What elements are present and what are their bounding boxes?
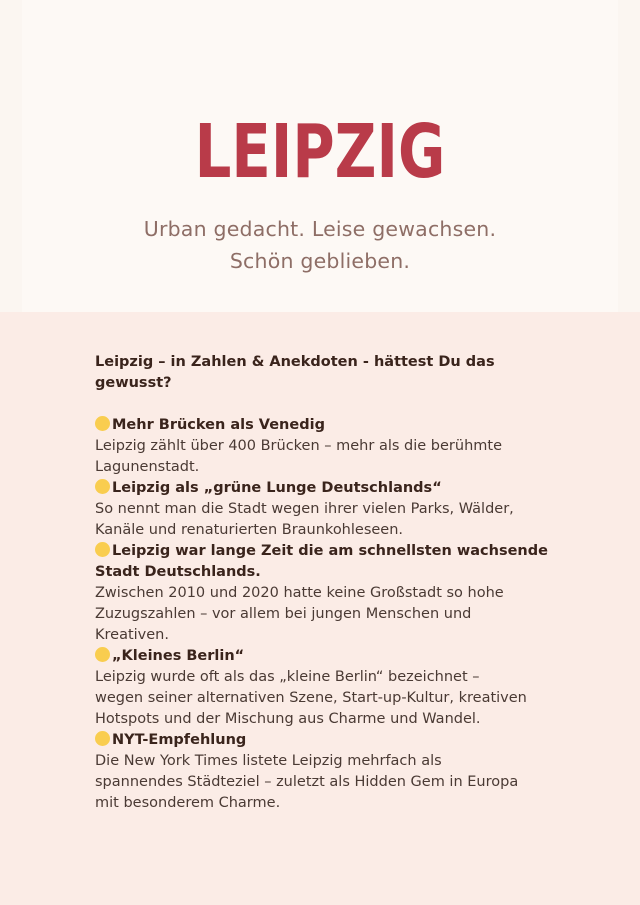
fact-text-line: wegen seiner alternativen Szene, Start-up-Kultur, kreativen	[95, 690, 527, 706]
fact-text-line: Leipzig zählt über 400 Brücken – mehr als die berühmte	[95, 438, 502, 454]
page-title: LEIPZIG	[194, 109, 446, 195]
fact-item	[95, 478, 555, 541]
yellow-dot-icon	[95, 479, 110, 494]
fact-heading	[95, 646, 555, 667]
fact-heading-line: Leipzig als „grüne Lunge Deutschlands“	[112, 480, 442, 496]
fact-text-line: Hotspots und der Mischung aus Charme und Wandel.	[95, 711, 481, 727]
fact-text	[95, 436, 555, 478]
yellow-dot-icon	[95, 731, 110, 746]
fact-item	[95, 541, 555, 646]
fact-text-line: Lagunenstadt.	[95, 459, 200, 475]
fact-item	[95, 730, 555, 814]
facts-content	[95, 352, 555, 814]
fact-heading	[95, 478, 555, 499]
fact-heading	[95, 730, 555, 751]
fact-text-line: Kreativen.	[95, 627, 169, 643]
fact-text-line: Zuzugszahlen – vor allem bei jungen Menschen und	[95, 606, 472, 622]
fact-heading	[95, 541, 555, 583]
fact-heading-line: Stadt Deutschlands.	[95, 564, 261, 580]
intro-heading	[95, 352, 555, 394]
fact-text-line: spannendes Städteziel – zuletzt als Hidden Gem in Europa	[95, 774, 519, 790]
yellow-dot-icon	[95, 647, 110, 662]
fact-text	[95, 583, 555, 646]
fact-text	[95, 751, 555, 814]
fact-text-line: mit besonderem Charme.	[95, 795, 281, 811]
fact-item	[95, 646, 555, 730]
fact-text	[95, 667, 555, 730]
fact-heading	[95, 415, 555, 436]
fact-heading-line: Mehr Brücken als Venedig	[112, 417, 325, 433]
fact-text-line: So nennt man die Stadt wegen ihrer vielen Parks, Wälder,	[95, 501, 514, 517]
intro-line: Leipzig – in Zahlen & Anekdoten - hättest Du das	[95, 354, 495, 370]
fact-text-line: Die New York Times listete Leipzig mehrfach als	[95, 753, 442, 769]
intro-line: gewusst?	[95, 375, 172, 391]
fact-heading-line: NYT-Empfehlung	[112, 732, 247, 748]
subtitle-line: Schön geblieben.	[229, 249, 411, 273]
fact-text-line: Kanäle und renaturierten Braunkohleseen.	[95, 522, 404, 538]
fact-text-line: Leipzig wurde oft als das „kleine Berlin“ bezeichnet –	[95, 669, 480, 685]
fact-heading-line: Leipzig war lange Zeit die am schnellsten wachsende	[112, 543, 548, 559]
fact-text-line: Zwischen 2010 und 2020 hatte keine Großstadt so hohe	[95, 585, 504, 601]
subtitle	[0, 213, 640, 277]
yellow-dot-icon	[95, 416, 110, 431]
fact-item	[95, 415, 555, 478]
subtitle-line: Urban gedacht. Leise gewachsen.	[143, 217, 497, 241]
fact-heading-line: „Kleines Berlin“	[112, 648, 245, 664]
header-section	[0, 0, 640, 312]
yellow-dot-icon	[95, 542, 110, 557]
fact-text	[95, 499, 555, 541]
